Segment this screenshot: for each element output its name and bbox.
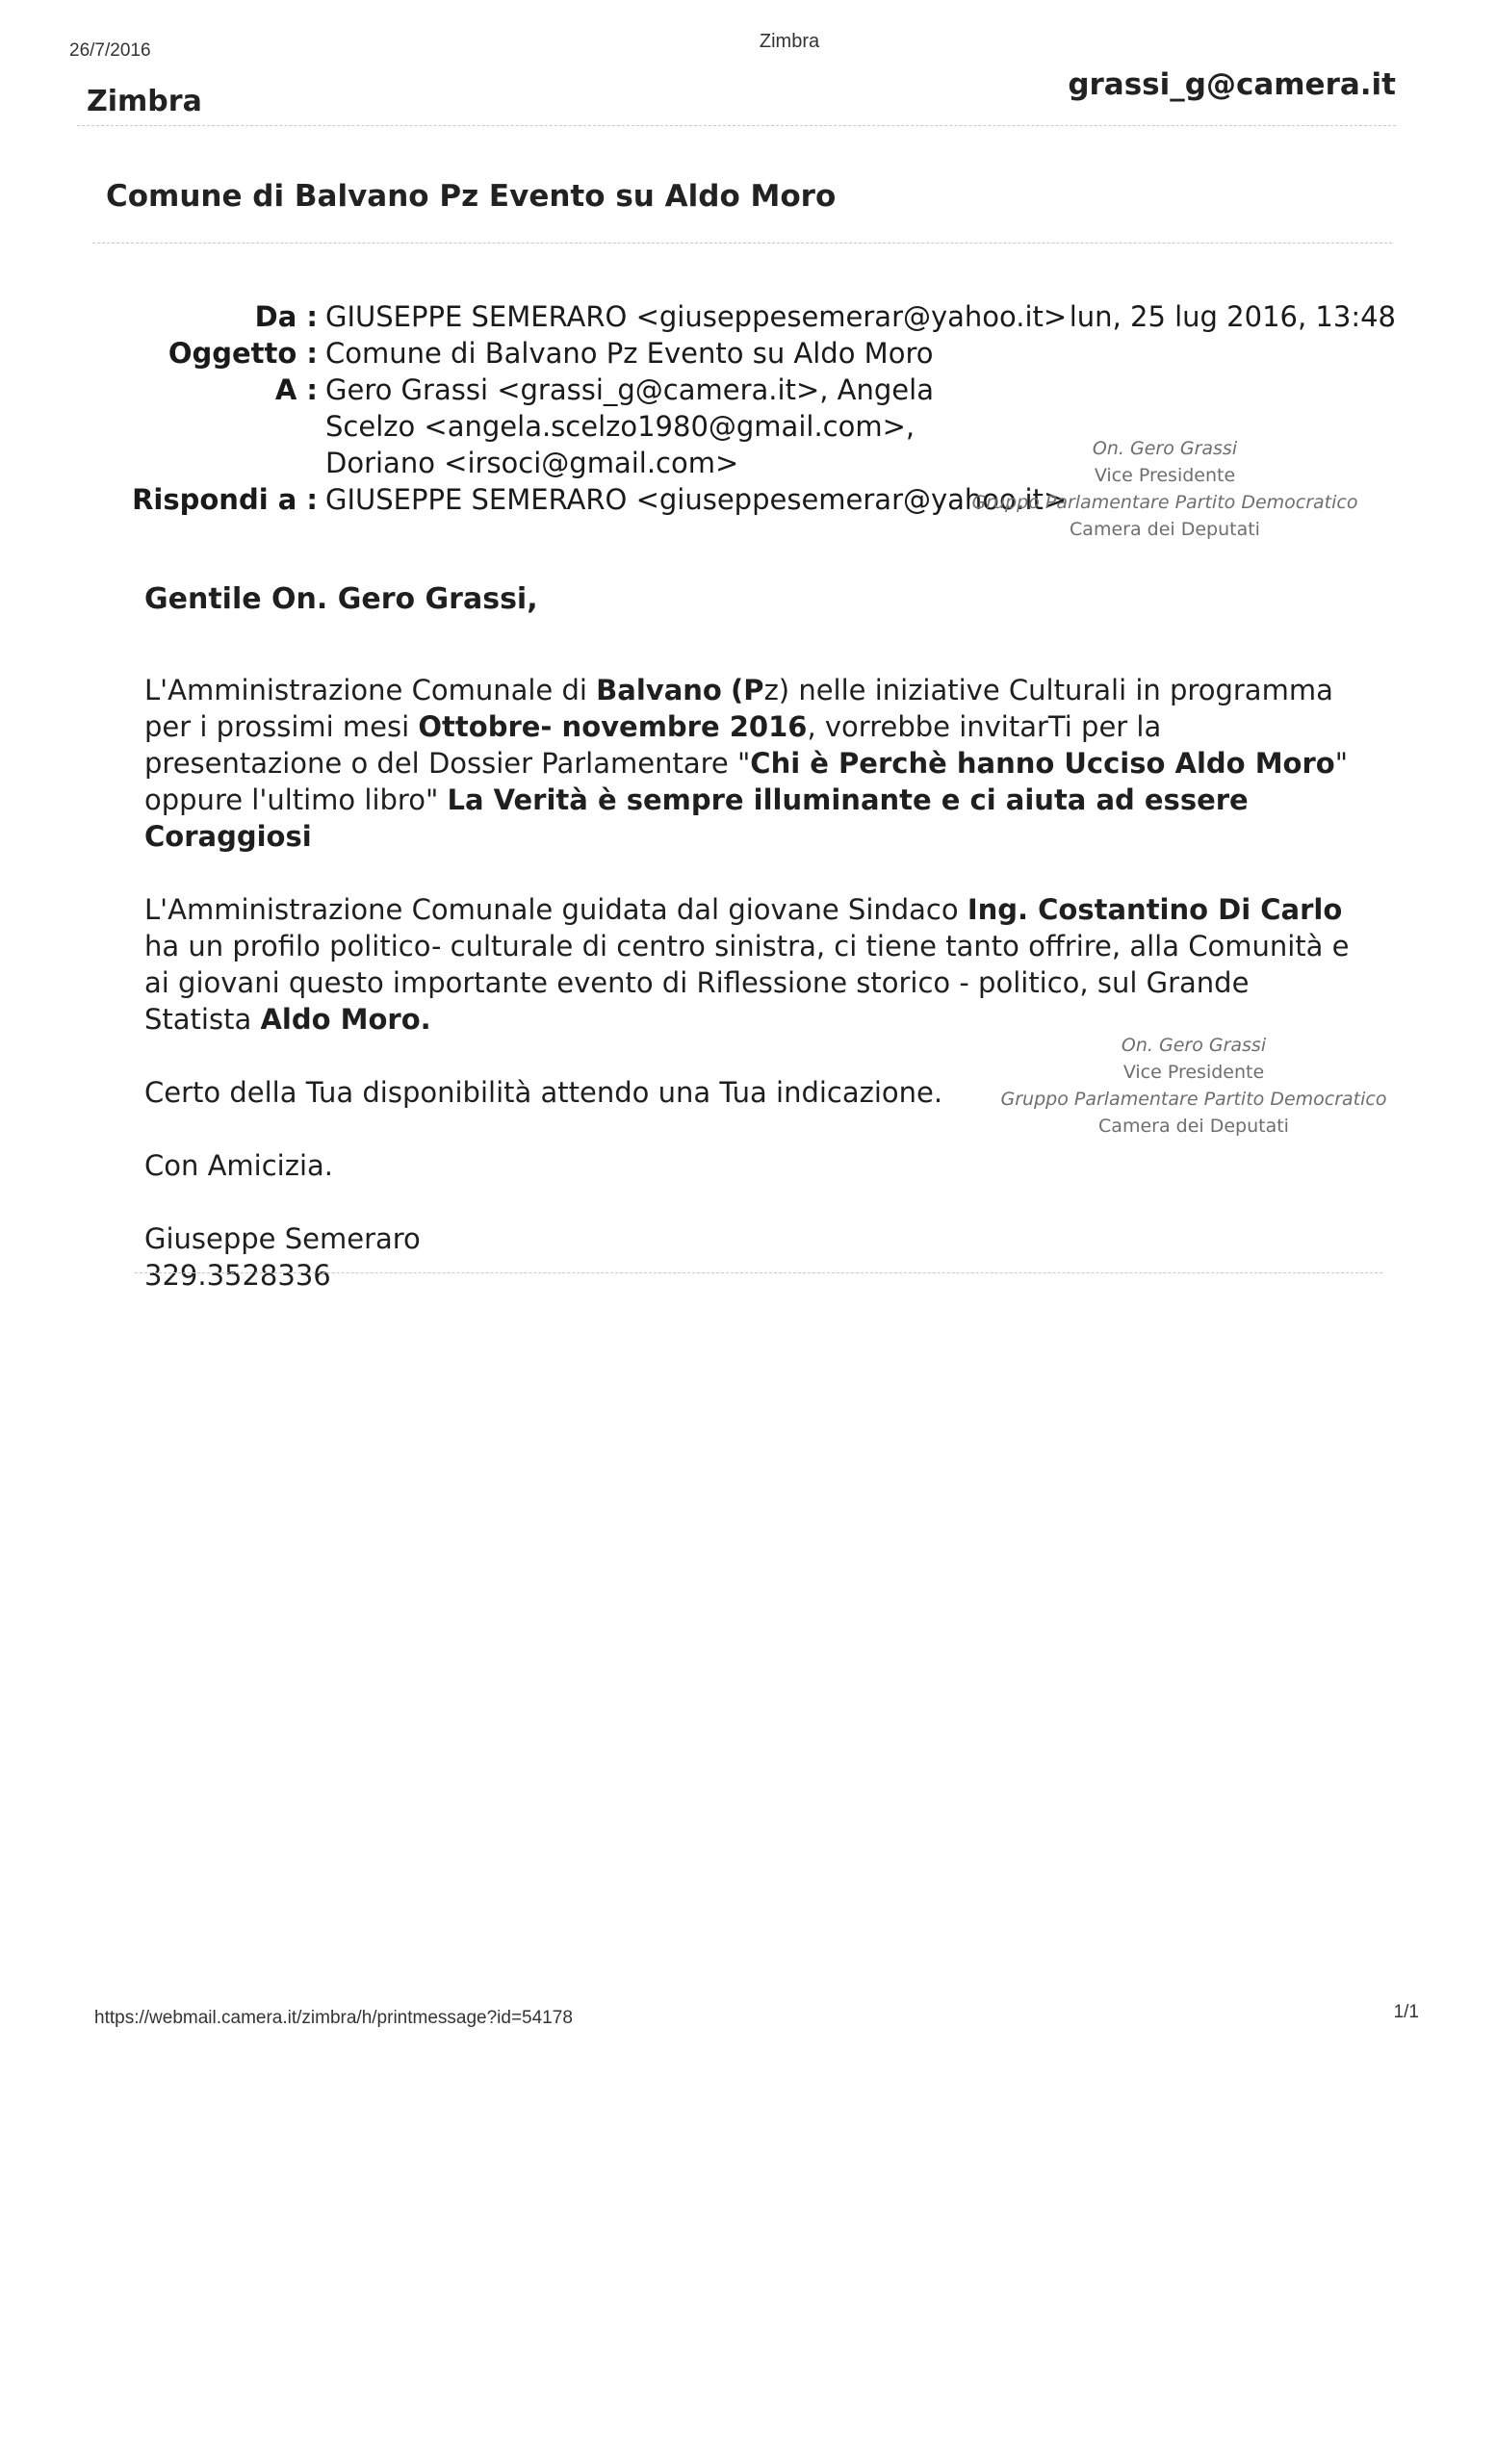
stamp-role: Vice Presidente [1094,465,1236,486]
greeting: Gentile On. Gero Grassi, [144,582,538,616]
from-label: Da : [254,300,318,333]
official-stamp [972,1032,1415,1140]
bold-run: Chi è Perchè hanno Ucciso Aldo Moro [750,747,1335,780]
paragraph-3: Certo della Tua disponibilità attendo una Tua indicazione. [144,1076,943,1109]
page-number: 1/1 [1393,2002,1419,2022]
paragraph-2 [144,891,1357,1038]
reply-label: Rispondi a : [132,483,318,516]
official-stamp [963,435,1367,543]
to-label: A : [274,373,318,406]
stamp-chamber: Camera dei Deputati [1070,519,1260,540]
text-run: z) nelle iniziative Culturali in programma per i prossimi mesi [144,674,1333,743]
bold-run: Ing. Costantino Di Carlo [967,893,1343,926]
print-date: 26/7/2016 [69,40,151,61]
stamp-name: On. Gero Grassi [1121,1035,1267,1056]
stamp-name: On. Gero Grassi [1092,438,1238,459]
bold-run: Ottobre- novembre 2016 [418,710,808,743]
message-body [144,581,1357,1294]
header-row-subject [106,335,1396,372]
brand-name: Zimbra [87,85,202,118]
stamp-chamber: Camera dei Deputati [1098,1116,1289,1137]
stamp-group: Gruppo Parlamentare Partito Democratico [1000,1089,1387,1110]
closing: Con Amicizia. [144,1149,334,1182]
stamp-group: Gruppo Parlamentare Partito Democratico [971,492,1358,513]
divider [77,125,1396,126]
bold-run: Balvano [596,674,722,706]
text-run: ha un profilo politico- culturale di centro sinistra, ci tiene tanto offrire, alla Comunità e ai giovani questo importante evento di Riflessione storico - politico, sul Grande Statista [144,930,1350,1036]
from-value: GIUSEPPE SEMERARO <giuseppesemerar@yahoo.it> [325,300,1068,333]
bold-run: Aldo Moro. [260,1003,431,1036]
reply-value: GIUSEPPE SEMERARO <giuseppesemerar@yahoo.it> [325,483,1068,516]
divider [135,1272,1382,1273]
text-run [722,674,731,706]
paragraph-1 [144,672,1357,855]
print-url: https://webmail.camera.it/zimbra/h/printmessage?id=54178 [94,2008,573,2028]
account-email: grassi_g@camera.it [1068,67,1396,102]
text-run: L'Amministrazione Comunale di [144,674,597,706]
text-run: " oppure l'ultimo libro" [144,747,1349,816]
message-subject: Comune di Balvano Pz Evento su Aldo Moro [106,179,837,214]
message-date: lun, 25 lug 2016, 13:48 [1069,300,1396,333]
bold-run: La Verità è sempre illuminante e ci aiuta ad essere Coraggiosi [144,783,1249,853]
subject-value: Comune di Balvano Pz Evento su Aldo Moro [325,337,934,370]
sender-phone: 329.3528336 [144,1259,331,1292]
sender-name: Giuseppe Semeraro [144,1222,421,1255]
bold-run: (P [731,674,764,706]
signature [144,1220,1357,1294]
subject-label: Oggetto : [168,337,318,370]
to-value: Gero Grassi <grassi_g@camera.it>, Angela Scelzo <angela.scelzo1980@gmail.com>, Doriano <irsoci@gmail.com> [325,373,934,479]
divider [92,243,1392,244]
print-title: Zimbra [759,31,820,52]
text-run: , vorrebbe invitarTi per la presentazione o del Dossier Parlamentare " [144,710,1162,780]
stamp-role: Vice Presidente [1122,1062,1265,1083]
text-run: L'Amministrazione Comunale guidata dal giovane Sindaco [144,893,967,926]
